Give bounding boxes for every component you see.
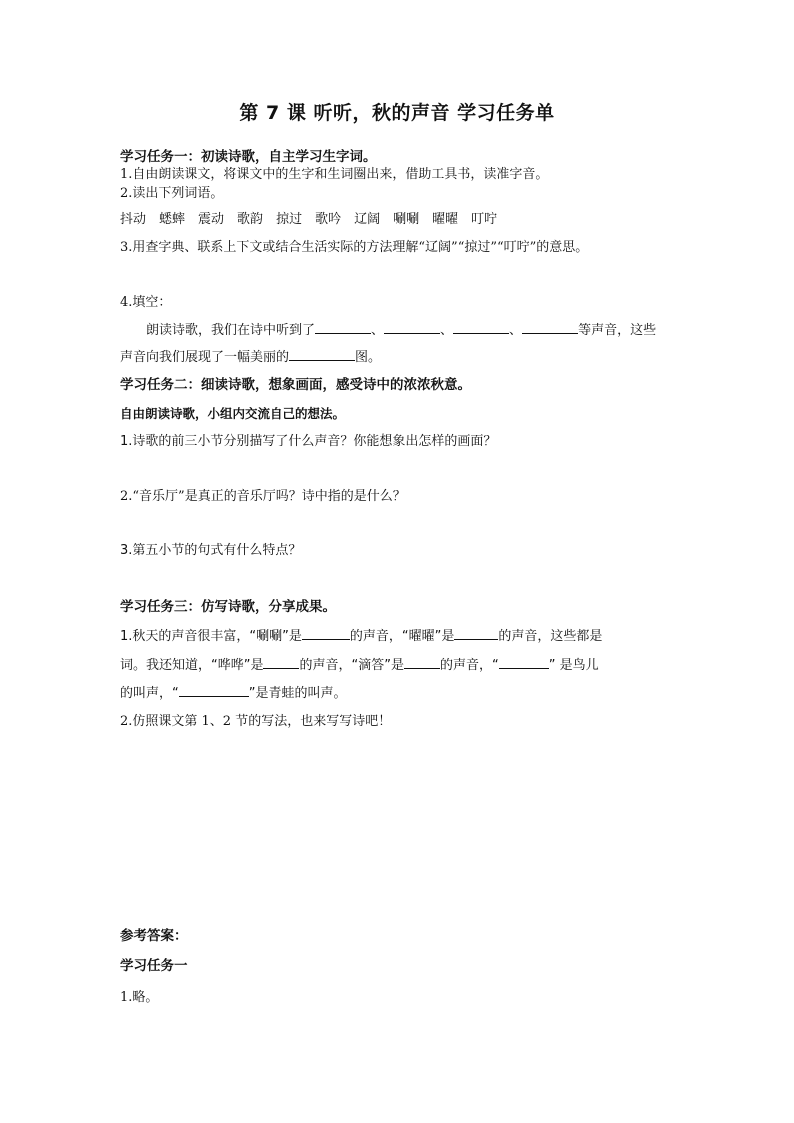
answer-blank[interactable] — [289, 348, 355, 361]
word-item: 曜曜 — [432, 212, 459, 227]
answer-blank[interactable] — [453, 321, 509, 334]
answer-blank[interactable] — [384, 321, 440, 334]
answer-blank[interactable] — [263, 656, 299, 669]
answer-blank[interactable] — [179, 684, 249, 697]
task1-item4: 4.填空： — [120, 295, 172, 310]
word-item: 掠过 — [276, 212, 303, 227]
word-item: 歌韵 — [237, 212, 264, 227]
task2-question-2: 2.“音乐厅”是真正的音乐厅吗？诗中指的是什么？ — [120, 489, 406, 504]
word-item: 唰唰 — [393, 212, 420, 227]
task2-subheading: 自由朗读诗歌，小组内交流自己的想法。 — [120, 406, 346, 421]
answers-heading: 参考答案： — [120, 928, 188, 944]
answer-blank[interactable] — [302, 627, 350, 640]
fill-line-1: 朗读诗歌，我们在诗中听到了 、 、 、 等声音，这些 — [146, 323, 657, 338]
answer-blank[interactable] — [522, 321, 578, 334]
word-item: 震动 — [198, 212, 225, 227]
answers-subheading: 学习任务一 — [120, 958, 188, 974]
answer-blank[interactable] — [315, 321, 371, 334]
task3-question-2: 2.仿照课文第 1、2 节的写法，也来写写诗吧！ — [120, 714, 392, 729]
word-item: 蟋蟀 — [159, 212, 186, 227]
answer-blank[interactable] — [499, 656, 549, 669]
answer-1: 1.略。 — [120, 990, 159, 1005]
task2-question-3: 3.第五小节的句式有什么特点？ — [120, 543, 302, 558]
task2-question-1: 1.诗歌的前三小节分别描写了什么声音？你能想象出怎样的画面？ — [120, 434, 497, 449]
word-item: 辽阔 — [354, 212, 381, 227]
task3-heading: 学习任务三：仿写诗歌，分享成果。 — [120, 599, 336, 615]
task1-word-list — [120, 211, 680, 229]
page-title: 第 7 课 听听，秋的声音 学习任务单 — [239, 102, 555, 124]
task1-heading: 学习任务一：初读诗歌，自主学习生字词。 — [120, 149, 377, 165]
task3-line-2: 词。我还知道，“哗哗”是 的声音，“滴答”是 的声音，“ ” 是鸟儿 — [120, 658, 599, 673]
answer-blank[interactable] — [454, 627, 498, 640]
word-item: 抖动 — [120, 212, 147, 227]
task1-item1: 1.自由朗读课文，将课文中的生字和生词圈出来，借助工具书，读准字音。 — [120, 167, 549, 182]
fill-line-2: 声音向我们展现了一幅美丽的 图。 — [120, 350, 382, 365]
task3-line-1: 1.秋天的声音很丰富，“唰唰”是 的声音，“曜曜”是 的声音，这些都是 — [120, 629, 603, 644]
task2-heading: 学习任务二：细读诗歌，想象画面，感受诗中的浓浓秋意。 — [120, 377, 471, 393]
task3-line-3: 的叫声，“ ”是青蛙的叫声。 — [120, 686, 347, 701]
word-item: 叮咛 — [471, 212, 498, 227]
task1-item2: 2.读出下列词语。 — [120, 186, 224, 201]
answer-blank[interactable] — [404, 656, 440, 669]
task1-item3: 3.用查字典、联系上下文或结合生活实际的方法理解“辽阔”“掠过”“叮咛”的意思。 — [120, 240, 589, 255]
word-item: 歌吟 — [315, 212, 342, 227]
